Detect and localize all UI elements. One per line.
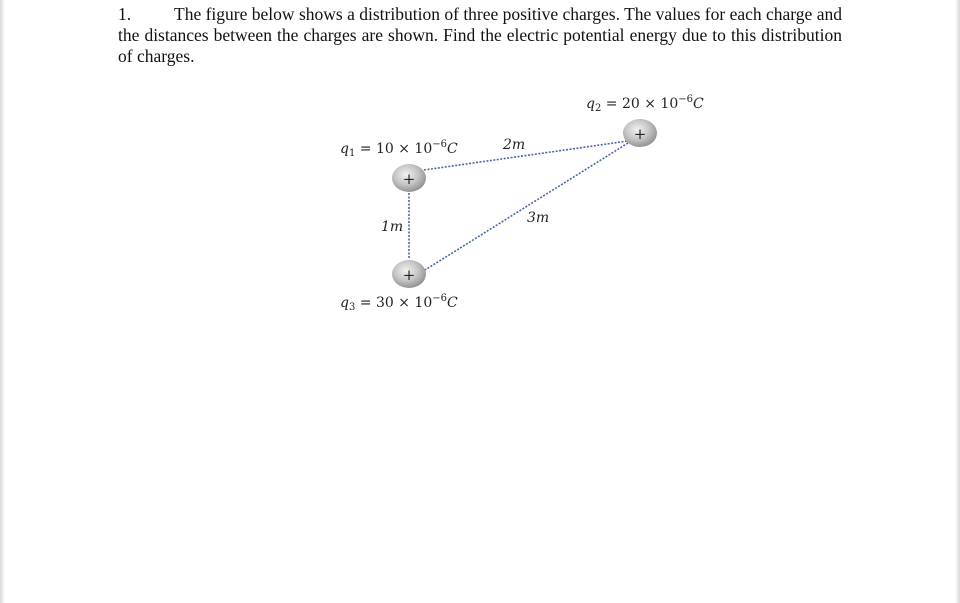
distance-label-q1-q2: 2m — [503, 137, 526, 153]
charge-label-q1: $q_1 = 10 \times 10^{-6}C$ — [340, 139, 458, 159]
line-q2-q3 — [425, 143, 628, 270]
question-number: 1. — [118, 4, 132, 24]
distance-label-q2-q3: 3m — [527, 210, 550, 226]
charge-label-q3: $q_3 = 30 \times 10^{-6}C$ — [340, 293, 458, 313]
question-text: The figure below shows a distribution of three positive charges. The values for each charge and the distances between the charges are shown. Find the electric potential energy due to this distribution of charges. — [118, 4, 842, 66]
distance-label-q1-q3: 1m — [381, 219, 404, 235]
charge-label-q2: $q_2 = 20 \times 10^{-6}C$ — [586, 94, 704, 114]
charge-q2 — [623, 119, 657, 147]
charge-q1-sign: + — [402, 170, 416, 188]
charge-q3 — [392, 260, 426, 288]
charge-q1 — [392, 164, 426, 192]
charge-q2-sign: + — [633, 125, 647, 143]
charge-q3-sign: + — [402, 266, 416, 284]
